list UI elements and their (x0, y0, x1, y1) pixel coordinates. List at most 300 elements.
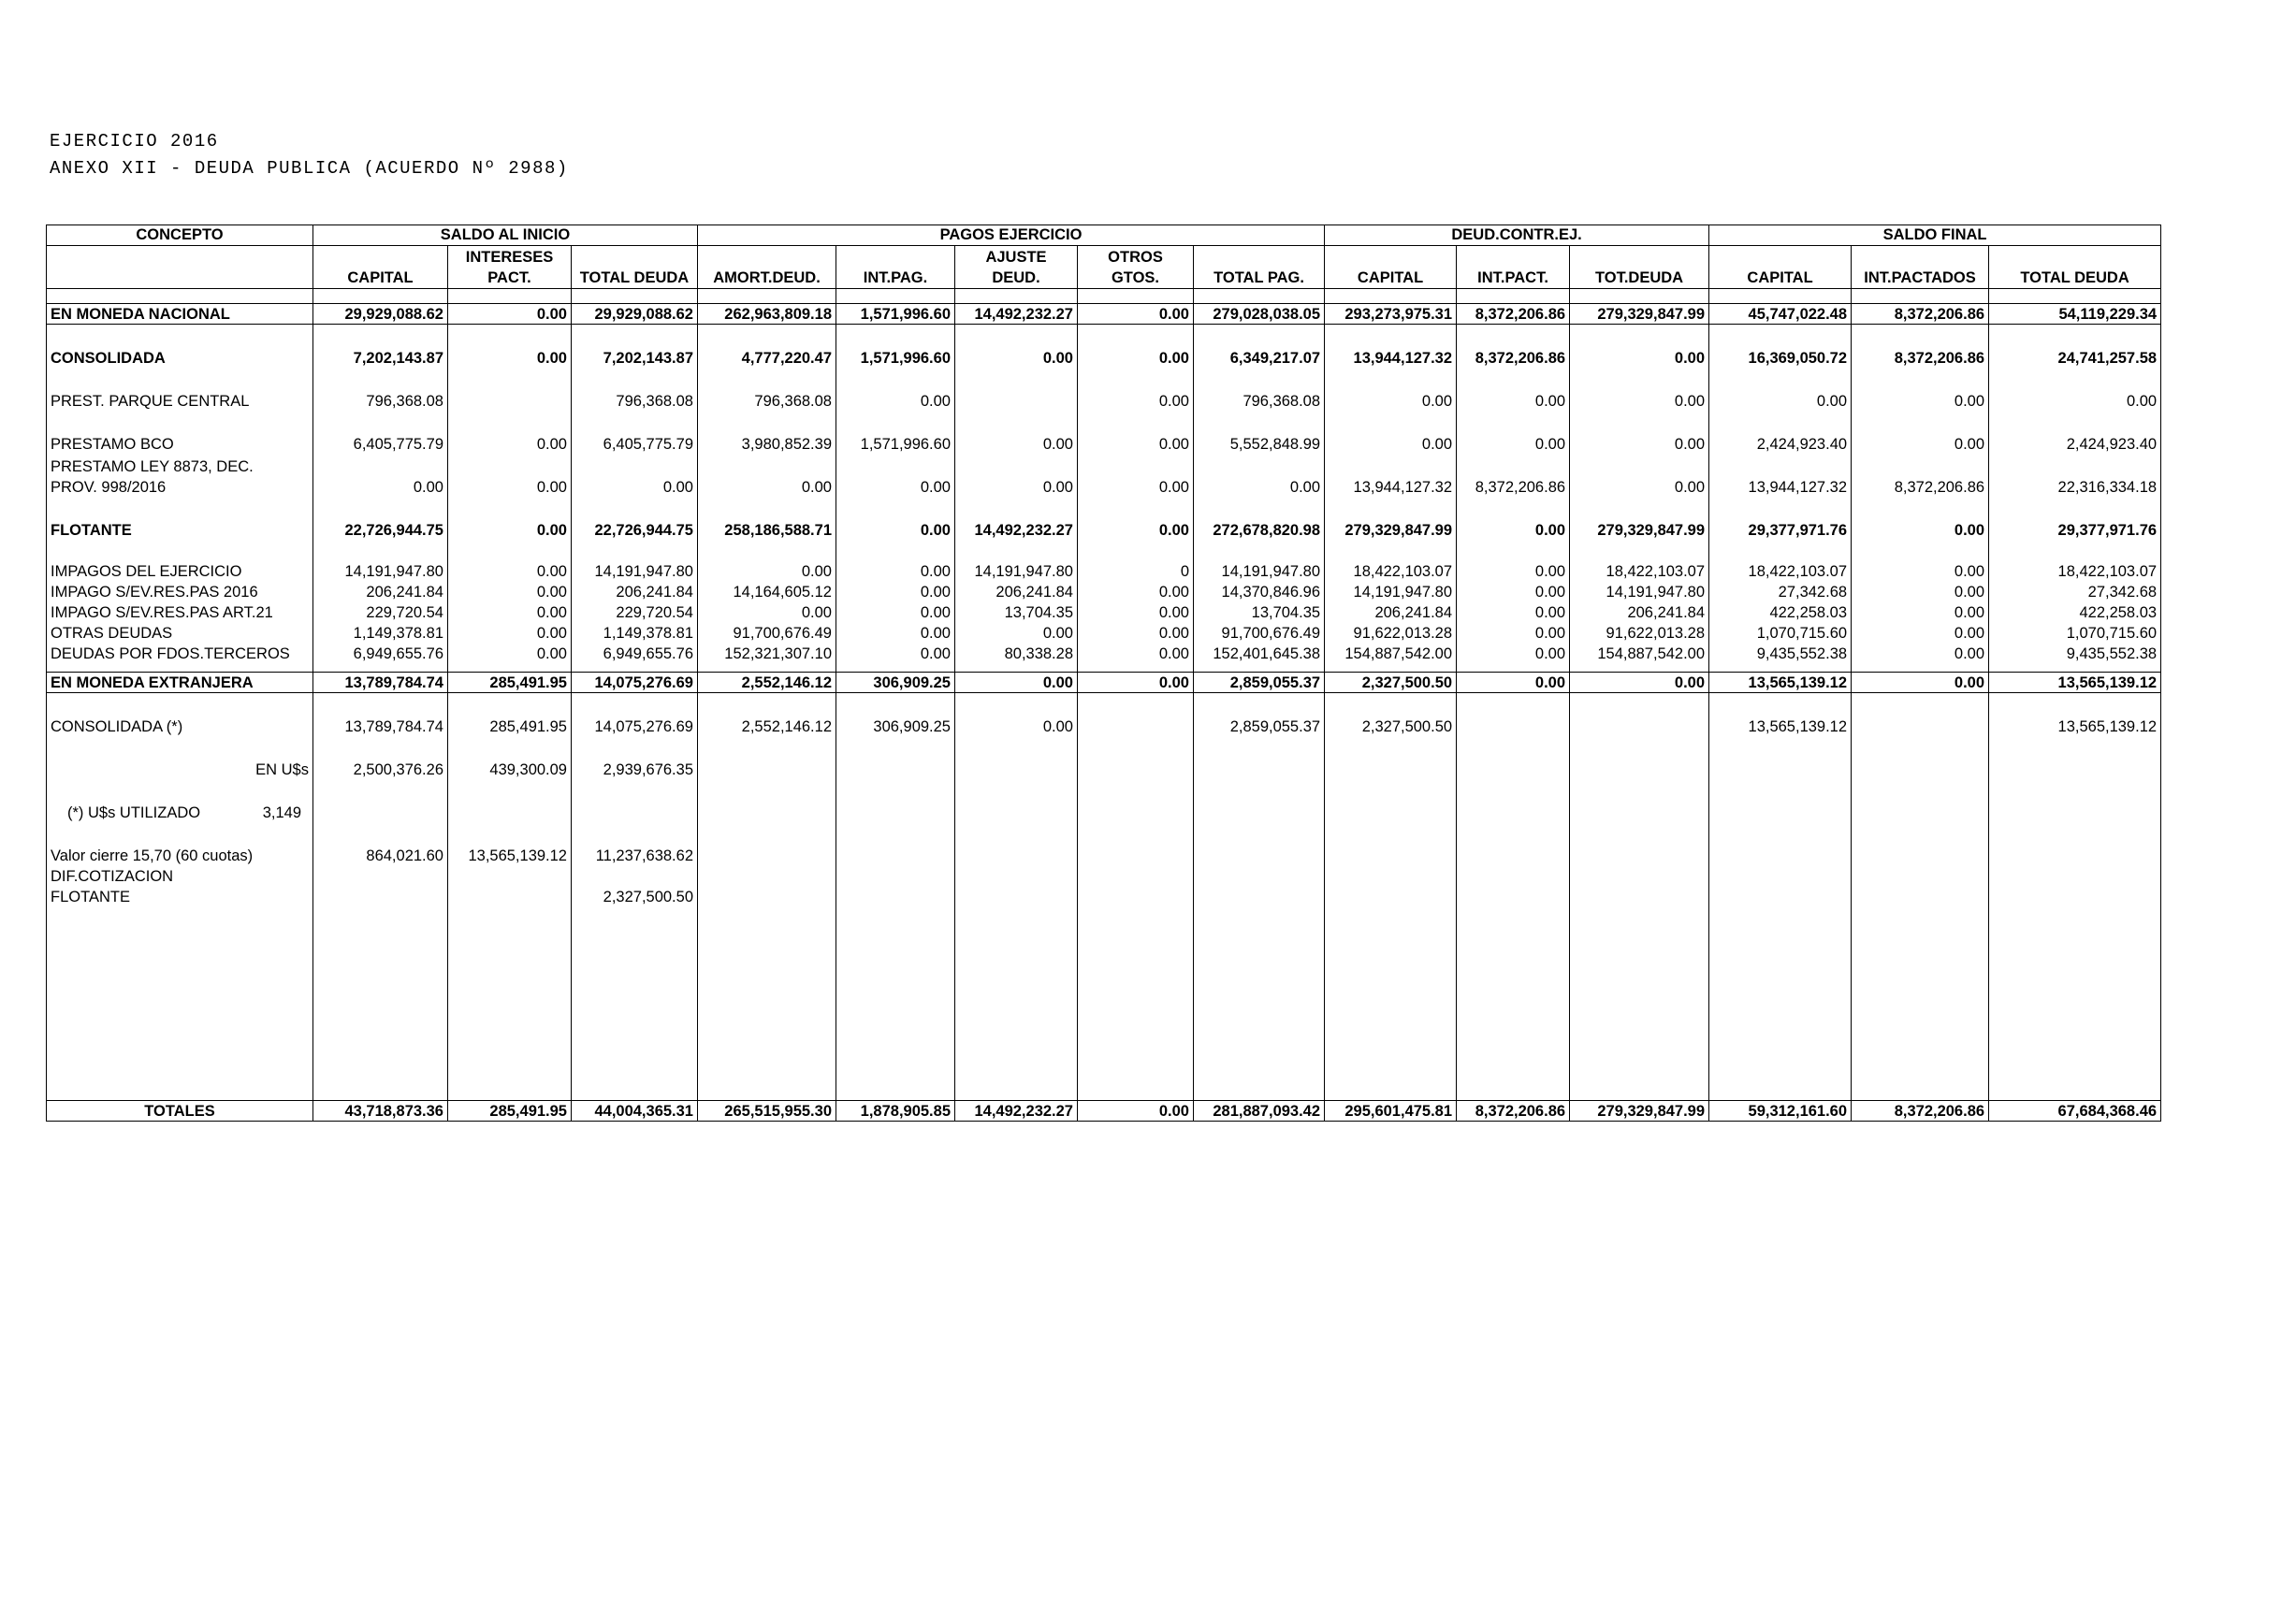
cell-value: 0.00 (1078, 1101, 1194, 1122)
cell-value: 91,700,676.49 (698, 622, 836, 643)
cell-value: 0.00 (448, 431, 572, 454)
cell-value (1457, 843, 1570, 865)
cell-value: 2,552,146.12 (698, 673, 836, 693)
cell-value: 7,202,143.87 (572, 345, 698, 368)
cell-value: 0.00 (448, 560, 572, 581)
group-saldo-inicio: SALDO AL INICIO (313, 225, 698, 246)
spacer-row (47, 693, 2161, 714)
cell-value: 281,887,093.42 (1194, 1101, 1325, 1122)
cell-value: 295,601,475.81 (1325, 1101, 1457, 1122)
row-label: PRESTAMO BCO (47, 431, 313, 454)
cell-value: 0.00 (698, 560, 836, 581)
table-row (47, 601, 2161, 622)
cell-value: 22,316,334.18 (1989, 476, 2161, 497)
cell-value: 13,944,127.32 (1325, 476, 1457, 497)
cell-value: 0.00 (955, 714, 1078, 736)
cell-value: 0.00 (1457, 581, 1570, 601)
cell-value: 13,944,127.32 (1709, 476, 1852, 497)
row-label: EN MONEDA EXTRANJERA (47, 673, 313, 693)
cell-value: 0.00 (1457, 622, 1570, 643)
cell-value: 229,720.54 (572, 601, 698, 622)
cell-value (1325, 843, 1457, 865)
row-label: FLOTANTE (47, 517, 313, 540)
row-label: IMPAGO S/EV.RES.PAS ART.21 (47, 601, 313, 622)
cell-value (1194, 757, 1325, 779)
cell-value: 0.00 (1852, 581, 1989, 601)
cell-value: 2,424,923.40 (1989, 431, 2161, 454)
cell-value: 1,070,715.60 (1989, 622, 2161, 643)
cell-value: 14,492,232.27 (955, 304, 1078, 325)
cell-value: 0.00 (448, 581, 572, 601)
col-total-deuda: TOTAL DEUDA (572, 246, 698, 289)
col-capital-deud: CAPITAL (1325, 246, 1457, 289)
cell-value: 22,726,944.75 (313, 517, 448, 540)
spacer-row (47, 822, 2161, 843)
cell-value (448, 388, 572, 411)
cell-value: 0.00 (1078, 601, 1194, 622)
cell-value: 2,327,500.50 (1325, 673, 1457, 693)
cell-value: 262,963,809.18 (698, 304, 836, 325)
cell-value: 0.00 (836, 388, 955, 411)
row-label: EN U$s (47, 757, 313, 779)
cell-value: 206,241.84 (572, 581, 698, 601)
cell-value: 9,435,552.38 (1709, 643, 1852, 663)
cell-value: 2,500,376.26 (313, 757, 448, 779)
row-label: PREST. PARQUE CENTRAL (47, 388, 313, 411)
cell-value: 18,422,103.07 (1709, 560, 1852, 581)
cell-value: 0.00 (1078, 345, 1194, 368)
cell-value (1570, 757, 1709, 779)
cell-value: 439,300.09 (448, 757, 572, 779)
cell-value: 2,327,500.50 (1325, 714, 1457, 736)
cell-value: 0.00 (1078, 622, 1194, 643)
cell-value (1852, 843, 1989, 865)
cell-value: 206,241.84 (955, 581, 1078, 601)
cell-value: 13,565,139.12 (1989, 673, 2161, 693)
cell-value: 6,949,655.76 (313, 643, 448, 663)
cell-value: 0.00 (955, 345, 1078, 368)
cell-value (698, 757, 836, 779)
cell-value: 16,369,050.72 (1709, 345, 1852, 368)
cell-value: 0.00 (1457, 643, 1570, 663)
col-capital: CAPITAL (313, 246, 448, 289)
cell-value: 0.00 (955, 431, 1078, 454)
cell-value: 0.00 (955, 476, 1078, 497)
cell-value: 13,565,139.12 (448, 843, 572, 865)
cell-value: 0.00 (836, 476, 955, 497)
usd-rate-label: (*) U$s UTILIZADO (67, 804, 201, 821)
cell-value (1570, 843, 1709, 865)
cell-value: 43,718,873.36 (313, 1101, 448, 1122)
cell-value: 59,312,161.60 (1709, 1101, 1852, 1122)
cell-value: 29,929,088.62 (572, 304, 698, 325)
col-amort-deud: AMORT.DEUD. (698, 246, 836, 289)
cell-value: 293,273,975.31 (1325, 304, 1457, 325)
cell-value: 0.00 (448, 517, 572, 540)
cell-value: 91,622,013.28 (1325, 622, 1457, 643)
table-row (47, 865, 2161, 886)
cell-value: 91,622,013.28 (1570, 622, 1709, 643)
cell-value: 6,349,217.07 (1194, 345, 1325, 368)
cell-value: 0.00 (1570, 431, 1709, 454)
cell-value: 152,401,645.38 (1194, 643, 1325, 663)
cell-value: 80,338.28 (955, 643, 1078, 663)
cell-value: 0.00 (698, 476, 836, 497)
cell-value: 796,368.08 (698, 388, 836, 411)
table-row (47, 560, 2161, 581)
table-row (47, 304, 2161, 325)
cell-value: 279,329,847.99 (1570, 1101, 1709, 1122)
spacer-row (47, 663, 2161, 673)
cell-value: 2,859,055.37 (1194, 673, 1325, 693)
cell-value: 0.00 (1852, 601, 1989, 622)
cell-value: 13,704.35 (1194, 601, 1325, 622)
row-label: DEUDAS POR FDOS.TERCEROS (47, 643, 313, 663)
column-header-row (47, 246, 2161, 289)
cell-value: 229,720.54 (313, 601, 448, 622)
row-label: CONSOLIDADA (*) (47, 714, 313, 736)
cell-value: 0.00 (836, 581, 955, 601)
cell-value: 27,342.68 (1989, 581, 2161, 601)
col-total-deuda-final: TOTAL DEUDA (1989, 246, 2161, 289)
table-row (47, 431, 2161, 454)
cell-value: 272,678,820.98 (1194, 517, 1325, 540)
cell-value: 2,939,676.35 (572, 757, 698, 779)
table-row (47, 454, 2161, 476)
cell-value: 0.00 (313, 476, 448, 497)
cell-value: 1,571,996.60 (836, 345, 955, 368)
cell-value: 0.00 (1989, 388, 2161, 411)
spacer-row (47, 325, 2161, 345)
col-intereses-pact: INTERESES PACT. (448, 246, 572, 289)
cell-value: 14,164,605.12 (698, 581, 836, 601)
col-tot-deuda: TOT.DEUDA (1570, 246, 1709, 289)
cell-value: 18,422,103.07 (1570, 560, 1709, 581)
cell-value: 306,909.25 (836, 714, 955, 736)
cell-value (698, 843, 836, 865)
exercise-year-heading: EJERCICIO 2016 (50, 131, 219, 152)
cell-value: 29,929,088.62 (313, 304, 448, 325)
col-total-pag: TOTAL PAG. (1194, 246, 1325, 289)
cell-value: 0.00 (1457, 517, 1570, 540)
cell-value: 27,342.68 (1709, 581, 1852, 601)
table-row (47, 388, 2161, 411)
cell-value: 0.00 (698, 601, 836, 622)
cell-value: 0 (1078, 560, 1194, 581)
cell-value: 14,191,947.80 (1325, 581, 1457, 601)
cell-value: 6,405,775.79 (313, 431, 448, 454)
row-label: CONSOLIDADA (47, 345, 313, 368)
cell-value (1989, 843, 2161, 865)
group-pagos-ejercicio: PAGOS EJERCICIO (698, 225, 1325, 246)
cell-value: 54,119,229.34 (1989, 304, 2161, 325)
spacer-row (47, 289, 2161, 304)
cell-value: 14,191,947.80 (1194, 560, 1325, 581)
cell-value: 279,028,038.05 (1194, 304, 1325, 325)
cell-value: 285,491.95 (448, 714, 572, 736)
cell-value: 0.00 (1325, 388, 1457, 411)
cell-value: 8,372,206.86 (1457, 345, 1570, 368)
cell-value: 8,372,206.86 (1852, 304, 1989, 325)
cell-value: 13,565,139.12 (1989, 714, 2161, 736)
cell-value (1570, 714, 1709, 736)
cell-value: 13,789,784.74 (313, 714, 448, 736)
row-label: IMPAGOS DEL EJERCICIO (47, 560, 313, 581)
cell-value: 279,329,847.99 (1570, 517, 1709, 540)
cell-value: 0.00 (955, 673, 1078, 693)
col-int-pag: INT.PAG. (836, 246, 955, 289)
group-saldo-final: SALDO FINAL (1709, 225, 2161, 246)
cell-value: 24,741,257.58 (1989, 345, 2161, 368)
cell-value: 0.00 (1570, 388, 1709, 411)
cell-value: 14,075,276.69 (572, 714, 698, 736)
cell-value: 0.00 (1852, 431, 1989, 454)
cell-value: 0.00 (1852, 622, 1989, 643)
row-label: TOTALES (47, 1101, 313, 1122)
cell-value: 44,004,365.31 (572, 1101, 698, 1122)
cell-value: 18,422,103.07 (1325, 560, 1457, 581)
cell-value: 14,492,232.27 (955, 517, 1078, 540)
cell-value: 14,191,947.80 (955, 560, 1078, 581)
usd-rate-cell (47, 800, 313, 822)
table-row (47, 345, 2161, 368)
spacer-row (47, 540, 2161, 560)
cell-value: 22,726,944.75 (572, 517, 698, 540)
spacer-row (47, 497, 2161, 517)
cell-value: 29,377,971.76 (1709, 517, 1852, 540)
cell-value: 18,422,103.07 (1989, 560, 2161, 581)
cell-value: 0.00 (1078, 476, 1194, 497)
cell-value (1325, 757, 1457, 779)
cell-value: 2,859,055.37 (1194, 714, 1325, 736)
cell-value (1852, 714, 1989, 736)
cell-value: 14,191,947.80 (313, 560, 448, 581)
cell-value: 206,241.84 (1570, 601, 1709, 622)
cell-value (955, 388, 1078, 411)
row-label: FLOTANTE (47, 886, 313, 906)
row-label: Valor cierre 15,70 (60 cuotas) (47, 843, 313, 865)
cell-value: 2,552,146.12 (698, 714, 836, 736)
group-header-row (47, 225, 2161, 246)
cell-value: 154,887,542.00 (1325, 643, 1457, 663)
cell-value (1709, 843, 1852, 865)
cell-value: 422,258.03 (1989, 601, 2161, 622)
col-int-pact: INT.PACT. (1457, 246, 1570, 289)
cell-value: 1,571,996.60 (836, 431, 955, 454)
spacer-row (47, 411, 2161, 431)
cell-value (1457, 714, 1570, 736)
table-row (47, 517, 2161, 540)
cell-value: 0.00 (1078, 643, 1194, 663)
cell-value: 154,887,542.00 (1570, 643, 1709, 663)
cell-value (1078, 714, 1194, 736)
cell-value: 0.00 (1709, 388, 1852, 411)
cell-value: 2,327,500.50 (572, 886, 698, 906)
cell-value: 0.00 (448, 476, 572, 497)
row-label: DIF.COTIZACION (47, 865, 313, 886)
cell-value: 45,747,022.48 (1709, 304, 1852, 325)
cell-value: 0.00 (836, 517, 955, 540)
cell-value: 422,258.03 (1709, 601, 1852, 622)
cell-value: 0.00 (1457, 560, 1570, 581)
cell-value: 8,372,206.86 (1852, 1101, 1989, 1122)
cell-value: 1,571,996.60 (836, 304, 955, 325)
cell-value: 7,202,143.87 (313, 345, 448, 368)
cell-value: 279,329,847.99 (1325, 517, 1457, 540)
cell-value: 8,372,206.86 (1457, 476, 1570, 497)
cell-value: 0.00 (836, 643, 955, 663)
table-row (47, 476, 2161, 497)
row-label: PROV. 998/2016 (47, 476, 313, 497)
cell-value: 5,552,848.99 (1194, 431, 1325, 454)
cell-value: 0.00 (1078, 431, 1194, 454)
cell-value: 0.00 (1457, 673, 1570, 693)
table-row (47, 622, 2161, 643)
cell-value: 0.00 (1852, 517, 1989, 540)
cell-value (1852, 757, 1989, 779)
cell-value: 1,149,378.81 (313, 622, 448, 643)
cell-value: 265,515,955.30 (698, 1101, 836, 1122)
cell-value: 0.00 (1325, 431, 1457, 454)
cell-value: 206,241.84 (313, 581, 448, 601)
col-otros-gtos: OTROS GTOS. (1078, 246, 1194, 289)
cell-value: 796,368.08 (313, 388, 448, 411)
cell-value: 0.00 (955, 622, 1078, 643)
cell-value: 0.00 (1078, 673, 1194, 693)
cell-value: 258,186,588.71 (698, 517, 836, 540)
cell-value: 206,241.84 (1325, 601, 1457, 622)
cell-value: 8,372,206.86 (1457, 304, 1570, 325)
cell-value: 67,684,368.46 (1989, 1101, 2161, 1122)
table-row (47, 843, 2161, 865)
cell-value: 0.00 (836, 622, 955, 643)
spacer-row (47, 779, 2161, 800)
cell-value: 3,980,852.39 (698, 431, 836, 454)
cell-value: 279,329,847.99 (1570, 304, 1709, 325)
cell-value: 1,149,378.81 (572, 622, 698, 643)
cell-value (1709, 757, 1852, 779)
cell-value: 796,368.08 (572, 388, 698, 411)
cell-value: 14,191,947.80 (1570, 581, 1709, 601)
col-concepto (47, 246, 313, 289)
cell-value: 0.00 (1457, 388, 1570, 411)
cell-value: 14,191,947.80 (572, 560, 698, 581)
col-capital-final: CAPITAL (1709, 246, 1852, 289)
cell-value (836, 757, 955, 779)
table-row (47, 757, 2161, 779)
cell-value: 0.00 (1194, 476, 1325, 497)
cell-value: 0.00 (1570, 476, 1709, 497)
cell-value: 796,368.08 (1194, 388, 1325, 411)
cell-value (1194, 843, 1325, 865)
cell-value: 13,944,127.32 (1325, 345, 1457, 368)
spacer-row (47, 906, 2161, 1101)
cell-value: 14,075,276.69 (572, 673, 698, 693)
cell-value (1457, 757, 1570, 779)
cell-value (1078, 843, 1194, 865)
cell-value: 285,491.95 (448, 673, 572, 693)
spacer-row (47, 368, 2161, 388)
cell-value: 13,565,139.12 (1709, 673, 1852, 693)
cell-value (1078, 757, 1194, 779)
group-deud-contr: DEUD.CONTR.EJ. (1325, 225, 1709, 246)
cell-value: 0.00 (1078, 517, 1194, 540)
cell-value (836, 843, 955, 865)
cell-value: 6,405,775.79 (572, 431, 698, 454)
cell-value: 0.00 (1078, 581, 1194, 601)
cell-value: 2,424,923.40 (1709, 431, 1852, 454)
cell-value: 4,777,220.47 (698, 345, 836, 368)
cell-value: 0.00 (448, 304, 572, 325)
cell-value: 14,370,846.96 (1194, 581, 1325, 601)
cell-value: 864,021.60 (313, 843, 448, 865)
col-ajuste-deud: AJUSTE DEUD. (955, 246, 1078, 289)
cell-value: 8,372,206.86 (1852, 476, 1989, 497)
cell-value: 152,321,307.10 (698, 643, 836, 663)
cell-value: 0.00 (1852, 388, 1989, 411)
cell-value: 13,565,139.12 (1709, 714, 1852, 736)
table-row (47, 714, 2161, 736)
totals-row (47, 1101, 2161, 1122)
cell-value: 1,878,905.85 (836, 1101, 955, 1122)
cell-value: 0.00 (448, 622, 572, 643)
cell-value: 11,237,638.62 (572, 843, 698, 865)
cell-value: 0.00 (836, 601, 955, 622)
cell-value: 8,372,206.86 (1457, 1101, 1570, 1122)
cell-value: 0.00 (448, 601, 572, 622)
col-int-pactados: INT.PACTADOS (1852, 246, 1989, 289)
cell-value: 0.00 (836, 560, 955, 581)
table-row (47, 800, 2161, 822)
cell-value: 13,704.35 (955, 601, 1078, 622)
cell-value: 6,949,655.76 (572, 643, 698, 663)
cell-value: 0.00 (1570, 673, 1709, 693)
cell-value (955, 757, 1078, 779)
cell-value: 0.00 (1852, 643, 1989, 663)
cell-value: 9,435,552.38 (1989, 643, 2161, 663)
cell-value: 285,491.95 (448, 1101, 572, 1122)
cell-value: 0.00 (572, 476, 698, 497)
cell-value (1989, 757, 2161, 779)
cell-value: 0.00 (1457, 431, 1570, 454)
cell-value: 0.00 (1852, 560, 1989, 581)
cell-value: 13,789,784.74 (313, 673, 448, 693)
table-row (47, 886, 2161, 906)
cell-value: 0.00 (1852, 673, 1989, 693)
spacer-row (47, 736, 2161, 757)
public-debt-table (46, 224, 2161, 1122)
table-row (47, 673, 2161, 693)
cell-value: 8,372,206.86 (1852, 345, 1989, 368)
cell-value: 0.00 (1078, 304, 1194, 325)
cell-value: 0.00 (448, 643, 572, 663)
row-label: OTRAS DEUDAS (47, 622, 313, 643)
cell-value: 0.00 (1570, 345, 1709, 368)
row-label: IMPAGO S/EV.RES.PAS 2016 (47, 581, 313, 601)
cell-value: 0.00 (448, 345, 572, 368)
row-label: PRESTAMO LEY 8873, DEC. (47, 454, 313, 476)
table-row (47, 643, 2161, 663)
cell-value: 0.00 (1457, 601, 1570, 622)
cell-value: 306,909.25 (836, 673, 955, 693)
cell-value (955, 843, 1078, 865)
row-label: EN MONEDA NACIONAL (47, 304, 313, 325)
cell-value: 1,070,715.60 (1709, 622, 1852, 643)
cell-value: 0.00 (1078, 388, 1194, 411)
group-concepto: CONCEPTO (47, 225, 313, 246)
table-row (47, 581, 2161, 601)
cell-value: 91,700,676.49 (1194, 622, 1325, 643)
